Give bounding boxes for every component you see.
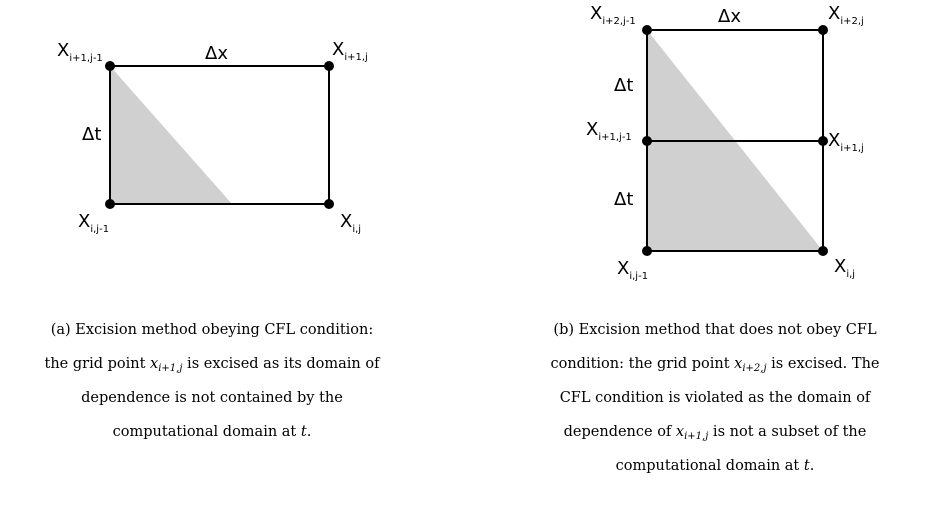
figure-b-caption: [494, 313, 936, 483]
figure-b-label-mid-right: $X_{i+1,j}$: [828, 130, 864, 154]
figure-b-label-top-left: $X_{i+2,j-1}$: [590, 3, 636, 27]
figure-b-caption-line-3: CFL condition is violated as the domain of: [559, 390, 871, 406]
figure-a-node-bottom-right: [324, 199, 334, 209]
figure-b-node-bottom-left: [642, 246, 652, 256]
figure-a-delta-x: Δx: [205, 43, 228, 64]
figure-b-node-bottom-right: [818, 246, 828, 256]
figure-a-caption-line-2: the grid point $x_{i+1,j}$ is excised as its domain of: [44, 356, 380, 374]
figure-b-delta-x: Δx: [718, 6, 741, 27]
figure-b-caption-line-1: (b) Excision method that does not obey CFL: [553, 322, 877, 338]
figure-a-node-top-right: [324, 61, 334, 71]
figure-b-caption-line-4: dependence of $x_{i+1,j}$ is not a subset of the: [563, 424, 867, 442]
figure-a-node-top-left: [105, 61, 115, 71]
figure-a-shaded-triangle: [110, 66, 232, 204]
figure-a-label-bottom-right: $X_{i,j}$: [340, 211, 362, 235]
figure-b-node-mid-right: [818, 136, 828, 146]
figure-a-caption-line-4: computational domain at t.: [112, 424, 312, 440]
figure-b-label-bottom-right: $X_{i,j}$: [834, 256, 856, 280]
figure-a-caption: [0, 313, 424, 449]
figure-a-caption-line-3: dependence is not contained by the: [81, 390, 343, 406]
figure-b-node-top-left: [642, 25, 652, 35]
figure-b-caption-line-2: condition: the grid point $x_{i+2,j}$ is excised. The: [550, 356, 880, 374]
figure-a-caption-line-1: (a) Excision method obeying CFL condition:: [50, 322, 374, 338]
figure-a-diagram: [57, 39, 368, 235]
figure-a-label-bottom-left: $X_{i,j-1}$: [78, 211, 110, 235]
figure-b-diagram: [586, 3, 864, 282]
figure-a-node-bottom-left: [105, 199, 115, 209]
figure-b-delta-t-lower: Δt: [614, 189, 634, 210]
figure-b-label-top-right: $X_{i+2,j}$: [828, 3, 864, 27]
figure-b-node-top-right: [818, 25, 828, 35]
figure-a-label-top-left: $X_{i+1,j-1}$: [57, 40, 103, 64]
figure-a-label-top-right: $X_{i+1,j}$: [332, 39, 368, 63]
figure-b-delta-t-upper: Δt: [614, 75, 634, 96]
figure-b-caption-line-5: computational domain at t.: [615, 458, 815, 474]
figure-b-node-mid-left: [642, 136, 652, 146]
figure-a-delta-t: Δt: [82, 124, 102, 145]
figure-b-label-bottom-left: $X_{i,j-1}$: [617, 258, 649, 282]
figure-b-label-mid-left: $X_{i+1,j-1}$: [586, 119, 632, 143]
